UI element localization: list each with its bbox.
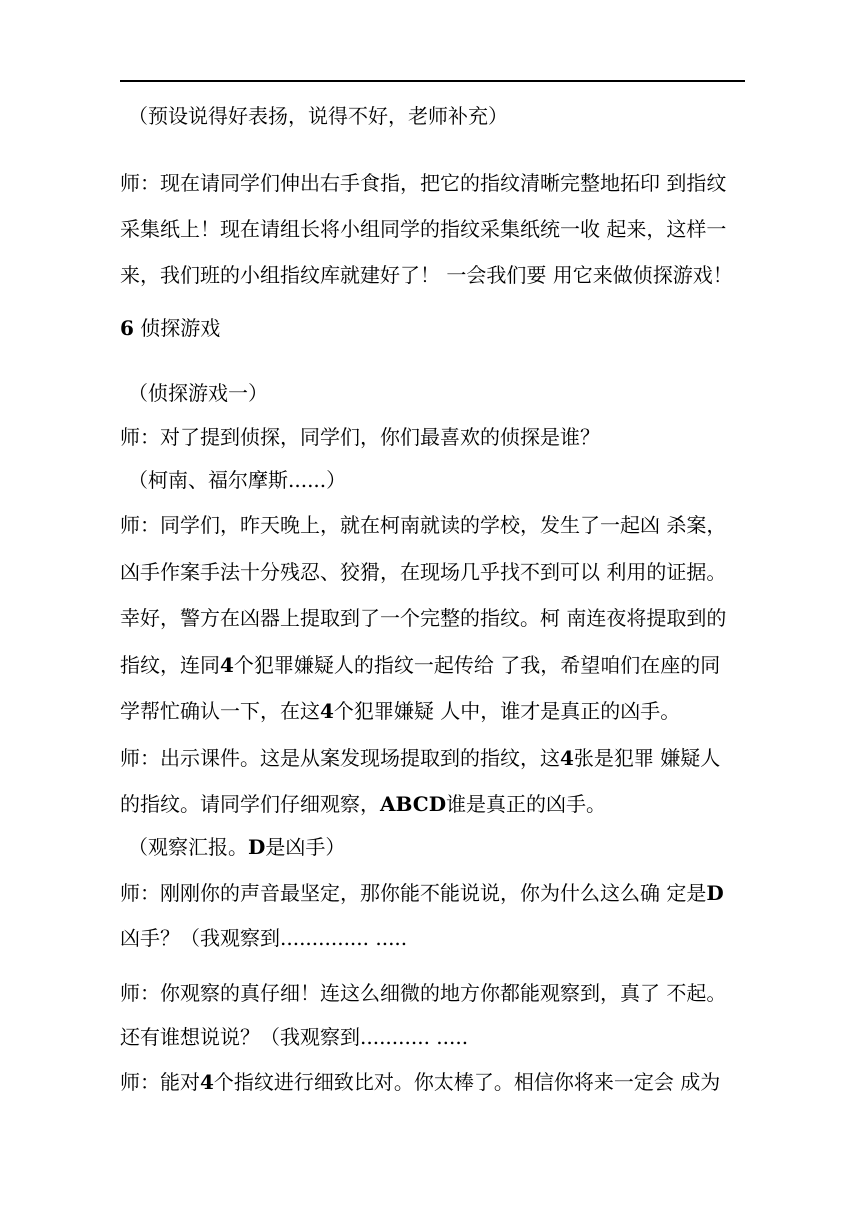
paragraph-line [120, 698, 680, 724]
paragraph-line: 来，我们班的小组指纹库就建好了！ 一会我们要 用它来做侦探游戏！ [120, 263, 733, 287]
paragraph-line [120, 745, 720, 771]
text-run: 是凶手） [265, 835, 346, 859]
paragraph-line: 凶手作案手法十分残忍、狡猾，在现场几乎找不到可以 利用的证据。 [120, 560, 727, 584]
text-run: （观察汇报。 [128, 835, 248, 859]
bold-number: 4 [560, 746, 574, 770]
section-title: 侦探游戏 [140, 316, 221, 340]
paragraph-line [128, 834, 345, 860]
text-run: 谁是真正的凶手。 [446, 792, 607, 816]
bold-number: 4 [220, 653, 234, 677]
header-rule [120, 80, 745, 82]
bold-number: 4 [320, 699, 334, 723]
bold-number: 4 [200, 1070, 214, 1094]
text-run: 个犯罪嫌疑人的指纹一起传给 了我，希望咱们在座的同 [233, 653, 721, 677]
bold-letters: ABCD [380, 792, 447, 816]
paragraph-line: 师：现在请同学们伸出右手食指，把它的指纹清晰完整地拓印 到指纹 [120, 171, 727, 195]
text-run: 张是犯罪 嫌疑人 [573, 746, 721, 770]
paragraph-line: 师：同学们，昨天晚上，就在柯南就读的学校，发生了一起凶 杀案， [120, 513, 727, 537]
text-run: 个指纹进行细致比对。你太棒了。相信你将来一定会 成为 [213, 1070, 721, 1094]
paragraph-line: 师：你观察的真仔细！连这么细微的地方你都能观察到，真了 不起。 [120, 981, 727, 1005]
text-run: 学帮忙确认一下，在这 [120, 699, 320, 723]
text-run: 师：能对 [120, 1070, 200, 1094]
paragraph-line: 师：对了提到侦探，同学们，你们最喜欢的侦探是谁？ [120, 425, 600, 449]
text-run: 个犯罪嫌疑 人中，谁才是真正的凶手。 [333, 699, 681, 723]
paragraph-line: （侦探游戏一） [128, 381, 268, 405]
paragraph-line [120, 880, 724, 906]
text-run: 指纹，连同 [120, 653, 220, 677]
text-run: 师：刚刚你的声音最坚定，那你能不能说说，你为什么这么确 定是 [120, 881, 707, 905]
bold-letter: D [706, 881, 724, 905]
paragraph-line: 还有谁想说说？（我观察到........... ..... [120, 1025, 469, 1049]
paragraph-line [120, 1069, 720, 1095]
paragraph-line: 凶手？（我观察到.............. ..... [120, 926, 408, 950]
section-heading [120, 315, 220, 341]
paragraph-line: 采集纸上！现在请组长将小组同学的指纹采集纸统一收 起来，这样一 [120, 217, 727, 241]
paragraph-line: （柯南、福尔摩斯......） [128, 468, 347, 492]
text-run: 的指纹。请同学们仔细观察， [120, 792, 380, 816]
paragraph-line: 幸好，警方在凶器上提取到了一个完整的指纹。柯 南连夜将提取到的 [120, 606, 727, 630]
paragraph-line: （预设说得好表扬，说得不好，老师补充） [128, 104, 508, 128]
text-run: 师：出示课件。这是从案发现场提取到的指纹，这 [120, 746, 560, 770]
section-number: 6 [120, 316, 134, 340]
bold-letter: D [248, 835, 266, 859]
paragraph-line [120, 652, 720, 678]
paragraph-line [120, 791, 606, 817]
